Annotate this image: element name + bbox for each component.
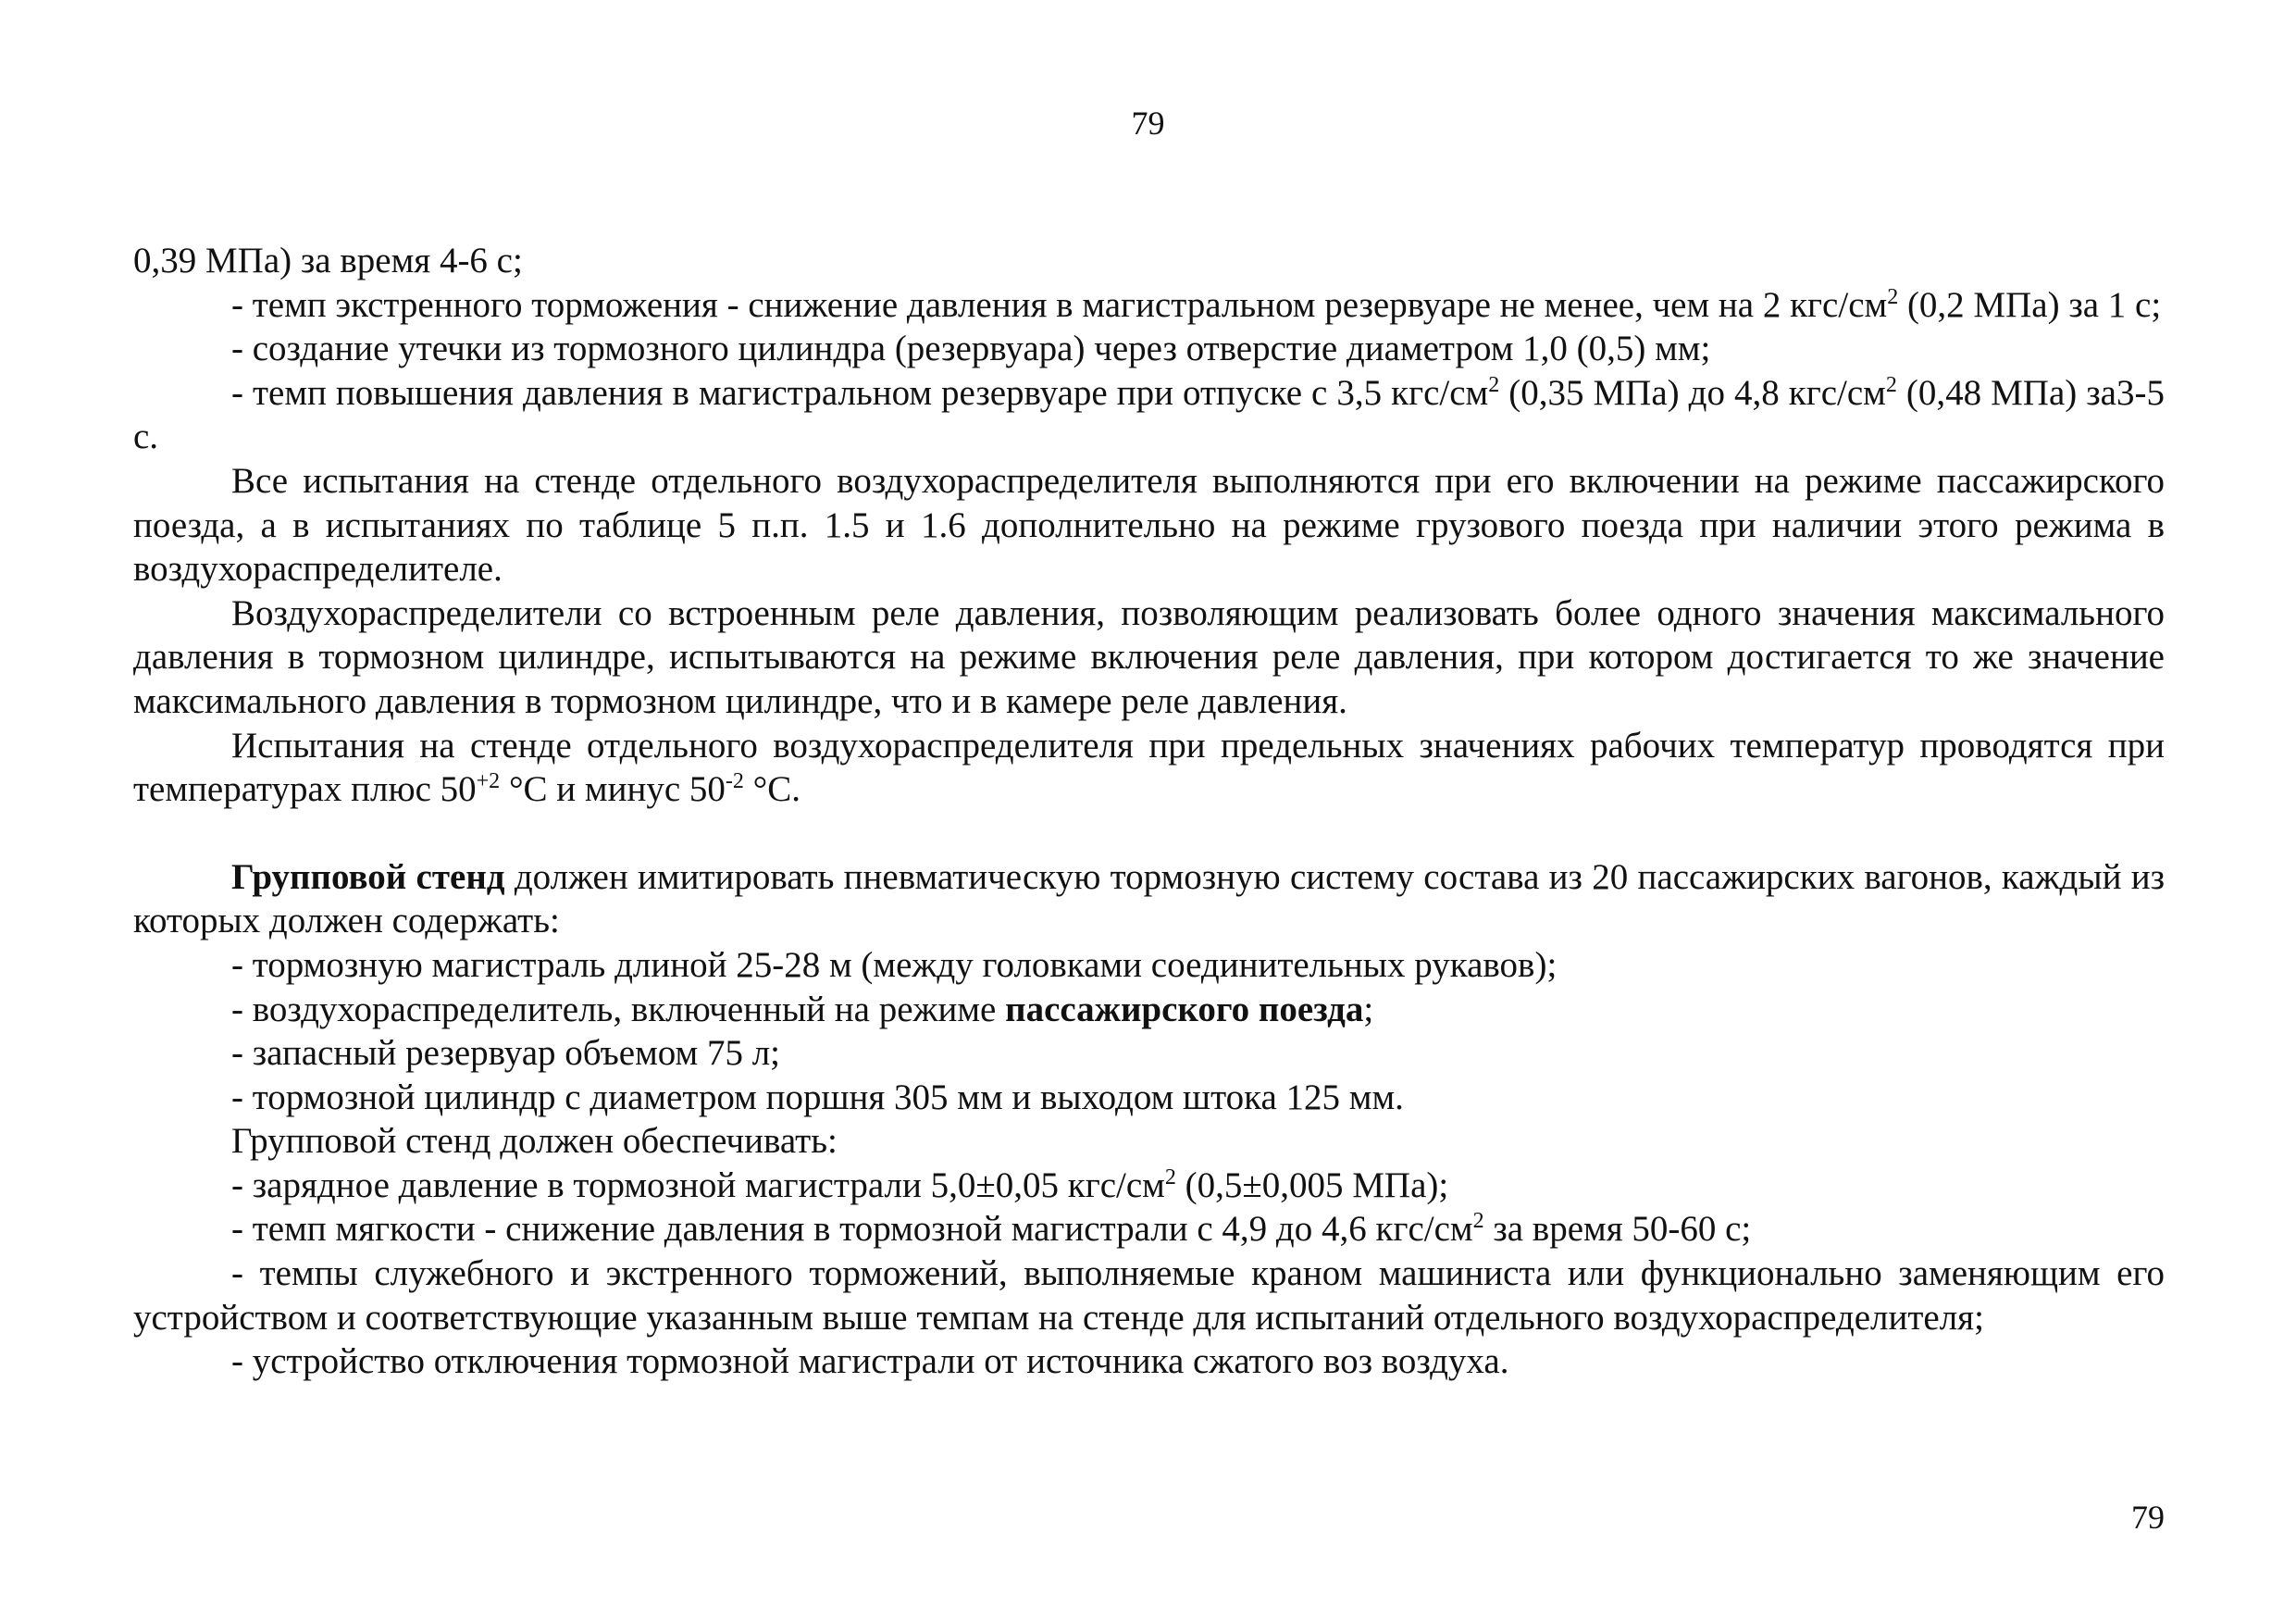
page-number-bottom: 79: [2131, 1499, 2165, 1536]
paragraph: Воздухораспределители со встроенным реле давления, позволяющим реализовать более одного значения максимального давления в тормозном цилиндре, испытываются на режиме включения реле давления, при котором достигается то же значение максимального давления в тормозном цилиндре, что и в камере реле давления.: [133, 592, 2165, 721]
list-item: [133, 988, 2165, 1032]
superscript: 2: [1164, 1164, 1176, 1189]
text-span: °С и минус 50: [500, 769, 726, 810]
list-item: [133, 1207, 2165, 1252]
superscript: +2: [476, 769, 501, 794]
document-body: [133, 239, 2165, 1384]
text-span: - темп повышения давления в магистральном резервуаре при отпуске с 3,5 кгс/см: [231, 372, 1489, 413]
text-line: Групповой стенд должен обеспечивать:: [231, 1121, 838, 1162]
text-span: - темп мягкости - снижение давления в тормозной магистрали с 4,9 до 4,6 кгс/см: [231, 1209, 1473, 1250]
paragraph: [133, 855, 2165, 943]
superscript: 2: [1488, 372, 1500, 397]
text-span: Испытания на стенде отдельного воздухораспределителя при предельных значениях рабочих температур проводятся при температурах плюс 50: [133, 725, 2165, 810]
text-span: должен имитировать пневматическую тормозную систему состава из 20 пассажирских вагонов, каждый из которых должен содержать:: [133, 856, 2166, 941]
text-line: [133, 327, 2165, 371]
paragraph: Все испытания на стенде отдельного воздухораспределителя выполняются при его включении на режиме пассажирского поезда, а в испытаниях по таблице 5 п.п. 1.5 и 1.6 дополнительно на режиме грузового поезда при наличии этого режима в воздухораспределителе.: [133, 460, 2165, 590]
page-number-top: 79: [1131, 105, 1165, 142]
bold-term: пассажирского поезда: [1005, 989, 1364, 1029]
paragraph-gap: [133, 812, 2165, 855]
text-span: 0,39 МПа) за время 4-6 с;: [133, 241, 523, 280]
list-item: - устройство отключения тормозной магистрали от источника сжатого воз воздуха.: [231, 1341, 1509, 1382]
text-span: (0,35 МПа) до 4,8 кгс/см: [1499, 372, 1886, 413]
superscript: 2: [1885, 372, 1897, 397]
text-span: - воздухораспределитель, включенный на режиме: [231, 989, 1006, 1029]
bold-term: Групповой стенд: [231, 856, 505, 897]
text-span: °С.: [743, 769, 801, 810]
superscript: -2: [725, 769, 744, 794]
text-line: [133, 283, 2165, 328]
text-span: - темп экстренного торможения - снижение давления в магистральном резервуаре не менее, чем на 2 кгс/см: [231, 284, 1888, 325]
list-item: - тормозной цилиндр с диаметром поршня 305 мм и выходом штока 125 мм.: [231, 1077, 1404, 1117]
text-span: (0,5±0,005 МПа);: [1175, 1164, 1449, 1205]
text-span: - зарядное давление в тормозной магистрали 5,0±0,05 кгс/см: [231, 1164, 1165, 1205]
superscript: 2: [1472, 1209, 1484, 1234]
list-item: - тормозную магистраль длиной 25-28 м (между головками соединительных рукавов);: [231, 944, 1558, 985]
text-span: (0,2 МПа) за 1 с;: [1898, 284, 2162, 325]
text-span: - создание утечки из тормозного цилиндра (резервуара) через отверстие диаметром 1,0 (0,5) мм;: [231, 329, 1711, 369]
paragraph: [133, 724, 2165, 812]
list-item: - темпы служебного и экстренного торможений, выполняемые краном машиниста или функционально заменяющим его устройством и соответствующие указанным выше темпам на стенде для испытаний отдельного воздухораспределителя;: [133, 1253, 2165, 1338]
text-line: [133, 371, 2165, 459]
text-span: за время 50-60 с;: [1483, 1209, 1752, 1250]
list-item: [133, 1164, 2165, 1208]
text-span: (0,48 МПа) за3-5 с.: [133, 372, 2165, 457]
list-item: - запасный резервуар объемом 75 л;: [231, 1033, 781, 1074]
text-line: [133, 239, 2165, 283]
text-span: ;: [1363, 989, 1374, 1029]
superscript: 2: [1887, 284, 1899, 309]
